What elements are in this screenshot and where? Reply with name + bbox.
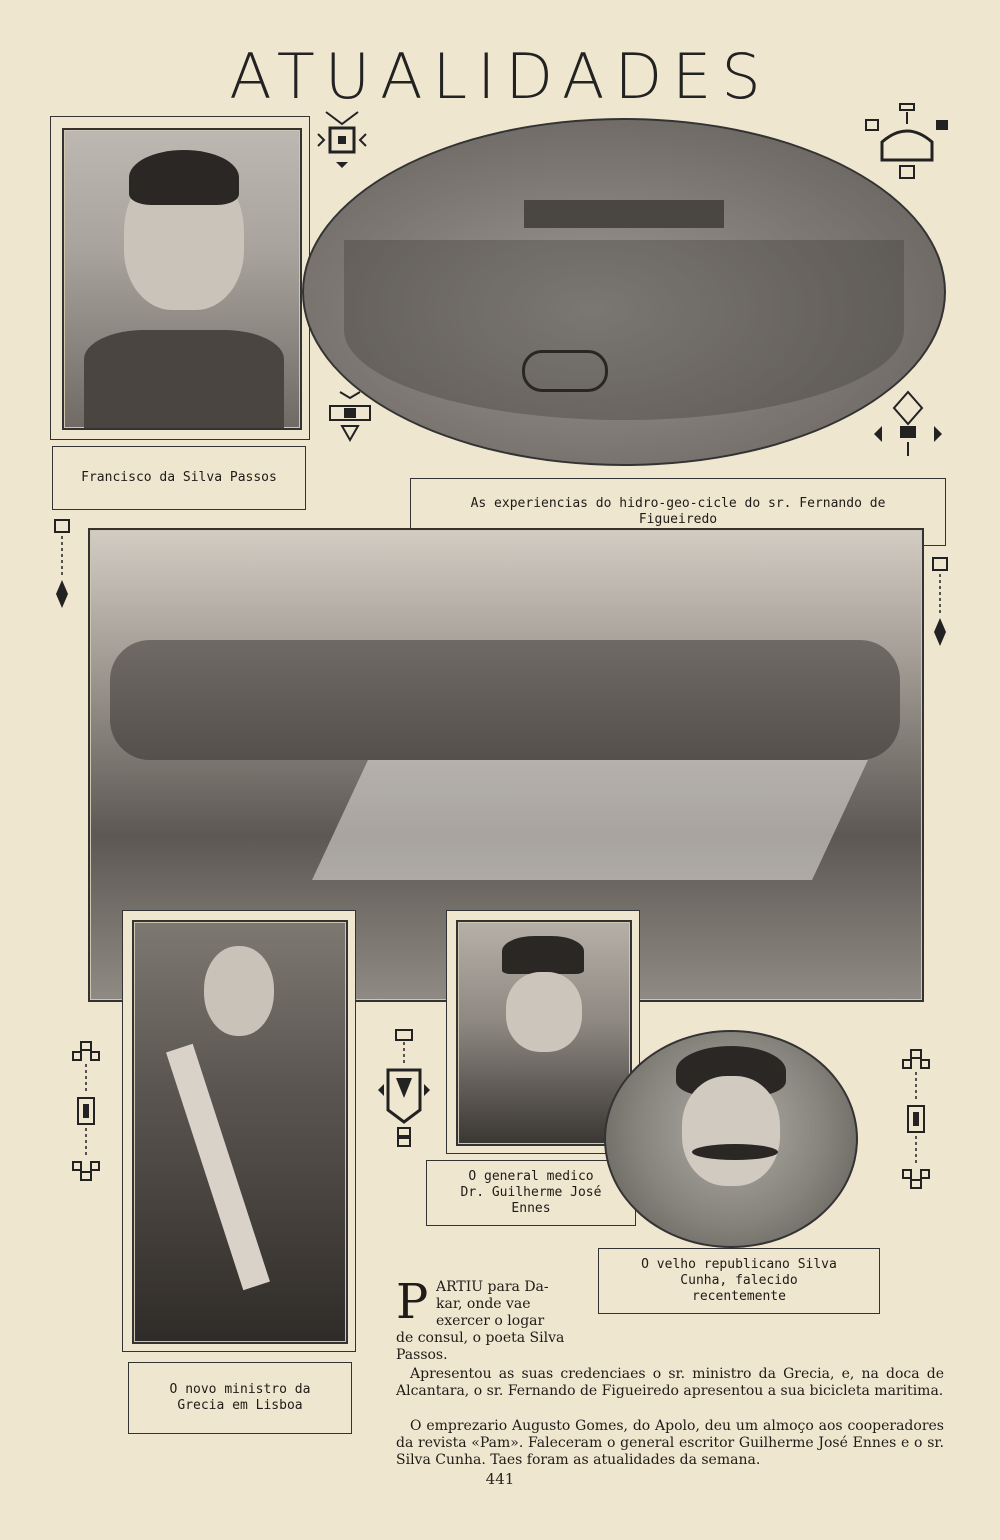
article-para1-rest: de consul, o poeta Silva Passos. — [396, 1330, 565, 1363]
caption-hydrocycle: As experiencias do hidro-geo-cicle do sr. Fernando de Figueiredo — [410, 478, 946, 546]
page-number: 441 — [485, 1470, 515, 1488]
ornament-center — [374, 1028, 434, 1150]
ornament-mid-left — [326, 388, 374, 444]
ornament-top-right — [862, 102, 952, 184]
face-shape — [682, 1076, 780, 1186]
caption-general-line1: O general medico — [468, 1169, 594, 1184]
minister-photo — [132, 920, 348, 1344]
silva-cunha-photo — [604, 1030, 858, 1248]
caption-passos: Francisco da Silva Passos — [52, 446, 306, 510]
article-lead-line-1: ARTIU para Da- — [436, 1279, 549, 1295]
sash-shape — [166, 1044, 270, 1290]
bicycle-icon — [522, 350, 608, 392]
caption-general-line3: Ennes — [511, 1201, 551, 1216]
article-dropcap: P — [396, 1274, 429, 1330]
ship-icon — [524, 200, 724, 228]
uniform-shape — [84, 330, 284, 428]
caption-general-line2: Dr. Guilherme José — [460, 1185, 602, 1200]
page-title: ATUALIDADES — [229, 40, 771, 113]
article-lead-line-3: exercer o logar — [436, 1313, 545, 1329]
face-shape — [204, 946, 274, 1036]
ornament-left-column — [52, 518, 72, 610]
hair-shape — [129, 150, 239, 205]
caption-general — [426, 1160, 636, 1226]
caption-cunha: O velho republicano Silva Cunha, falecido recentemente — [598, 1248, 880, 1314]
mustache-shape — [692, 1144, 778, 1160]
ornament-mid-right — [870, 390, 946, 460]
ornament-right-column — [930, 556, 950, 648]
ornament-top-left — [312, 106, 372, 170]
ornament-lower-left — [70, 1040, 104, 1182]
cap-icon — [502, 936, 584, 974]
general-photo — [456, 920, 632, 1146]
table-shape — [312, 760, 868, 880]
portrait-passos-photo — [62, 128, 302, 430]
article-para3: O emprezario Augusto Gomes, do Apolo, deu um almoço aos cooperadores da revista «Pam». Faleceram o general escritor Guilherme José Ennes e o sr. Silva Cunha. Taes foram as atualidades da semana. — [396, 1418, 944, 1468]
hydrocycle-photo — [302, 118, 946, 466]
article-para2: Apresentou as suas credenciaes o sr. ministro da Grecia, e, na doca de Alcantara, o sr. Fernando de Figueiredo apresentou a sua bicicleta maritima. — [396, 1366, 944, 1399]
face-shape — [506, 972, 582, 1052]
guests-row-shape — [110, 640, 900, 760]
ornament-lower-right — [900, 1048, 934, 1190]
article-lead-line-2: kar, onde vae — [436, 1296, 531, 1312]
caption-minister: O novo ministro da Grecia em Lisboa — [128, 1362, 352, 1434]
water-shape — [344, 240, 904, 420]
